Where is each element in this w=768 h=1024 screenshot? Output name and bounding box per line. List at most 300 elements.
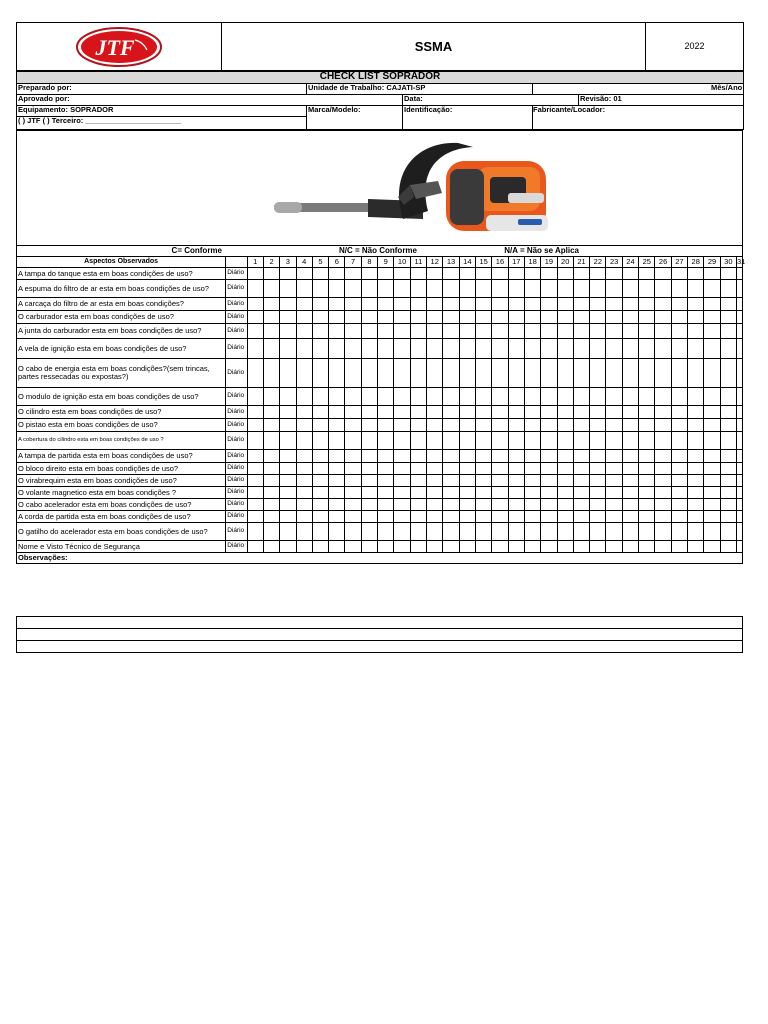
day-check-cell[interactable] [443, 311, 459, 324]
day-check-cell[interactable] [606, 280, 622, 298]
observation-line[interactable] [17, 641, 743, 653]
day-check-cell[interactable] [296, 280, 312, 298]
day-check-cell[interactable] [704, 324, 720, 339]
day-check-cell[interactable] [606, 268, 622, 280]
day-check-cell[interactable] [247, 311, 263, 324]
day-check-cell[interactable] [410, 298, 426, 311]
day-check-cell[interactable] [492, 406, 508, 419]
day-check-cell[interactable] [590, 406, 606, 419]
day-check-cell[interactable] [622, 432, 638, 450]
day-check-cell[interactable] [247, 475, 263, 487]
day-check-cell[interactable] [524, 450, 540, 463]
day-check-cell[interactable] [427, 268, 443, 280]
day-check-cell[interactable] [606, 450, 622, 463]
day-check-cell[interactable] [688, 388, 704, 406]
day-check-cell[interactable] [492, 475, 508, 487]
day-check-cell[interactable] [361, 487, 377, 499]
day-check-cell[interactable] [557, 463, 573, 475]
month-year-field[interactable]: Mês/Ano: [533, 84, 744, 95]
day-check-cell[interactable] [475, 268, 491, 280]
day-check-cell[interactable] [508, 339, 524, 359]
day-check-cell[interactable] [394, 324, 410, 339]
day-check-cell[interactable] [345, 268, 361, 280]
day-check-cell[interactable] [443, 499, 459, 511]
day-check-cell[interactable] [329, 388, 345, 406]
day-check-cell[interactable] [378, 339, 394, 359]
day-check-cell[interactable] [655, 499, 671, 511]
day-check-cell[interactable] [557, 511, 573, 523]
day-check-cell[interactable] [475, 280, 491, 298]
day-check-cell[interactable] [394, 419, 410, 432]
day-check-cell[interactable] [329, 499, 345, 511]
day-check-cell[interactable] [736, 475, 742, 487]
day-check-cell[interactable] [606, 475, 622, 487]
day-check-cell[interactable] [492, 280, 508, 298]
day-check-cell[interactable] [263, 499, 279, 511]
day-check-cell[interactable] [704, 541, 720, 553]
day-check-cell[interactable] [541, 432, 557, 450]
day-check-cell[interactable] [329, 419, 345, 432]
day-check-cell[interactable] [671, 463, 687, 475]
day-check-cell[interactable] [443, 280, 459, 298]
day-check-cell[interactable] [671, 388, 687, 406]
manufacturer-field[interactable]: Fabricante/Locador: [533, 106, 744, 130]
day-check-cell[interactable] [280, 450, 296, 463]
day-check-cell[interactable] [492, 298, 508, 311]
day-check-cell[interactable] [329, 324, 345, 339]
day-check-cell[interactable] [688, 339, 704, 359]
day-check-cell[interactable] [296, 450, 312, 463]
day-check-cell[interactable] [639, 541, 655, 553]
day-check-cell[interactable] [312, 298, 328, 311]
day-check-cell[interactable] [280, 406, 296, 419]
day-check-cell[interactable] [443, 268, 459, 280]
day-check-cell[interactable] [329, 359, 345, 388]
day-check-cell[interactable] [622, 359, 638, 388]
day-check-cell[interactable] [508, 475, 524, 487]
day-check-cell[interactable] [475, 311, 491, 324]
day-check-cell[interactable] [639, 475, 655, 487]
day-check-cell[interactable] [671, 541, 687, 553]
day-check-cell[interactable] [541, 406, 557, 419]
day-check-cell[interactable] [475, 463, 491, 475]
day-check-cell[interactable] [590, 487, 606, 499]
day-check-cell[interactable] [573, 432, 589, 450]
day-check-cell[interactable] [410, 324, 426, 339]
day-check-cell[interactable] [541, 359, 557, 388]
day-check-cell[interactable] [541, 298, 557, 311]
day-check-cell[interactable] [410, 475, 426, 487]
day-check-cell[interactable] [394, 339, 410, 359]
day-check-cell[interactable] [345, 463, 361, 475]
day-check-cell[interactable] [524, 406, 540, 419]
day-check-cell[interactable] [312, 388, 328, 406]
day-check-cell[interactable] [410, 499, 426, 511]
day-check-cell[interactable] [639, 388, 655, 406]
day-check-cell[interactable] [427, 432, 443, 450]
observation-line[interactable] [17, 617, 743, 629]
day-check-cell[interactable] [541, 388, 557, 406]
day-check-cell[interactable] [263, 280, 279, 298]
day-check-cell[interactable] [427, 311, 443, 324]
day-check-cell[interactable] [329, 450, 345, 463]
day-check-cell[interactable] [590, 499, 606, 511]
day-check-cell[interactable] [655, 463, 671, 475]
day-check-cell[interactable] [280, 487, 296, 499]
day-check-cell[interactable] [557, 359, 573, 388]
day-check-cell[interactable] [329, 406, 345, 419]
day-check-cell[interactable] [704, 475, 720, 487]
day-check-cell[interactable] [720, 499, 736, 511]
day-check-cell[interactable] [688, 324, 704, 339]
day-check-cell[interactable] [312, 450, 328, 463]
day-check-cell[interactable] [655, 388, 671, 406]
day-check-cell[interactable] [410, 432, 426, 450]
day-check-cell[interactable] [557, 499, 573, 511]
day-check-cell[interactable] [688, 541, 704, 553]
day-check-cell[interactable] [720, 463, 736, 475]
day-check-cell[interactable] [378, 268, 394, 280]
day-check-cell[interactable] [247, 523, 263, 541]
day-check-cell[interactable] [655, 268, 671, 280]
day-check-cell[interactable] [590, 432, 606, 450]
day-check-cell[interactable] [541, 450, 557, 463]
day-check-cell[interactable] [622, 499, 638, 511]
day-check-cell[interactable] [704, 450, 720, 463]
day-check-cell[interactable] [263, 324, 279, 339]
day-check-cell[interactable] [671, 419, 687, 432]
day-check-cell[interactable] [508, 487, 524, 499]
day-check-cell[interactable] [492, 324, 508, 339]
day-check-cell[interactable] [573, 487, 589, 499]
day-check-cell[interactable] [508, 388, 524, 406]
day-check-cell[interactable] [427, 487, 443, 499]
day-check-cell[interactable] [296, 499, 312, 511]
day-check-cell[interactable] [410, 523, 426, 541]
day-check-cell[interactable] [573, 359, 589, 388]
day-check-cell[interactable] [508, 268, 524, 280]
day-check-cell[interactable] [557, 268, 573, 280]
day-check-cell[interactable] [361, 268, 377, 280]
day-check-cell[interactable] [361, 432, 377, 450]
day-check-cell[interactable] [524, 388, 540, 406]
day-check-cell[interactable] [573, 406, 589, 419]
day-check-cell[interactable] [361, 324, 377, 339]
day-check-cell[interactable] [524, 541, 540, 553]
day-check-cell[interactable] [296, 487, 312, 499]
day-check-cell[interactable] [410, 388, 426, 406]
day-check-cell[interactable] [508, 280, 524, 298]
day-check-cell[interactable] [606, 311, 622, 324]
day-check-cell[interactable] [704, 487, 720, 499]
day-check-cell[interactable] [573, 463, 589, 475]
day-check-cell[interactable] [720, 311, 736, 324]
day-check-cell[interactable] [606, 499, 622, 511]
day-check-cell[interactable] [394, 450, 410, 463]
day-check-cell[interactable] [704, 298, 720, 311]
day-check-cell[interactable] [492, 419, 508, 432]
day-check-cell[interactable] [329, 339, 345, 359]
day-check-cell[interactable] [736, 324, 742, 339]
day-check-cell[interactable] [394, 541, 410, 553]
day-check-cell[interactable] [671, 339, 687, 359]
day-check-cell[interactable] [475, 359, 491, 388]
day-check-cell[interactable] [541, 541, 557, 553]
day-check-cell[interactable] [492, 388, 508, 406]
day-check-cell[interactable] [573, 523, 589, 541]
day-check-cell[interactable] [720, 487, 736, 499]
day-check-cell[interactable] [655, 541, 671, 553]
day-check-cell[interactable] [459, 388, 475, 406]
day-check-cell[interactable] [345, 419, 361, 432]
day-check-cell[interactable] [508, 541, 524, 553]
day-check-cell[interactable] [688, 280, 704, 298]
day-check-cell[interactable] [639, 419, 655, 432]
day-check-cell[interactable] [736, 359, 742, 388]
day-check-cell[interactable] [280, 324, 296, 339]
day-check-cell[interactable] [263, 388, 279, 406]
day-check-cell[interactable] [622, 487, 638, 499]
day-check-cell[interactable] [427, 339, 443, 359]
day-check-cell[interactable] [655, 280, 671, 298]
day-check-cell[interactable] [345, 298, 361, 311]
day-check-cell[interactable] [736, 388, 742, 406]
day-check-cell[interactable] [312, 280, 328, 298]
day-check-cell[interactable] [671, 280, 687, 298]
day-check-cell[interactable] [704, 388, 720, 406]
day-check-cell[interactable] [606, 419, 622, 432]
day-check-cell[interactable] [720, 450, 736, 463]
day-check-cell[interactable] [459, 487, 475, 499]
day-check-cell[interactable] [524, 311, 540, 324]
day-check-cell[interactable] [655, 298, 671, 311]
day-check-cell[interactable] [443, 359, 459, 388]
day-check-cell[interactable] [557, 432, 573, 450]
day-check-cell[interactable] [459, 339, 475, 359]
day-check-cell[interactable] [704, 499, 720, 511]
day-check-cell[interactable] [688, 487, 704, 499]
day-check-cell[interactable] [606, 511, 622, 523]
day-check-cell[interactable] [736, 268, 742, 280]
day-check-cell[interactable] [655, 359, 671, 388]
day-check-cell[interactable] [280, 523, 296, 541]
day-check-cell[interactable] [639, 280, 655, 298]
day-check-cell[interactable] [280, 311, 296, 324]
day-check-cell[interactable] [573, 475, 589, 487]
day-check-cell[interactable] [704, 463, 720, 475]
day-check-cell[interactable] [345, 339, 361, 359]
day-check-cell[interactable] [394, 311, 410, 324]
day-check-cell[interactable] [394, 268, 410, 280]
day-check-cell[interactable] [427, 450, 443, 463]
day-check-cell[interactable] [427, 280, 443, 298]
day-check-cell[interactable] [459, 463, 475, 475]
day-check-cell[interactable] [606, 388, 622, 406]
work-unit-field[interactable]: Unidade de Trabalho: CAJATI-SP [307, 84, 533, 95]
day-check-cell[interactable] [280, 419, 296, 432]
day-check-cell[interactable] [345, 359, 361, 388]
day-check-cell[interactable] [688, 511, 704, 523]
day-check-cell[interactable] [622, 523, 638, 541]
day-check-cell[interactable] [280, 475, 296, 487]
day-check-cell[interactable] [280, 388, 296, 406]
day-check-cell[interactable] [443, 419, 459, 432]
day-check-cell[interactable] [247, 450, 263, 463]
day-check-cell[interactable] [312, 487, 328, 499]
day-check-cell[interactable] [720, 511, 736, 523]
day-check-cell[interactable] [296, 541, 312, 553]
day-check-cell[interactable] [394, 406, 410, 419]
day-check-cell[interactable] [736, 339, 742, 359]
day-check-cell[interactable] [688, 475, 704, 487]
day-check-cell[interactable] [606, 406, 622, 419]
day-check-cell[interactable] [524, 268, 540, 280]
day-check-cell[interactable] [606, 523, 622, 541]
day-check-cell[interactable] [736, 432, 742, 450]
day-check-cell[interactable] [410, 359, 426, 388]
day-check-cell[interactable] [378, 406, 394, 419]
day-check-cell[interactable] [736, 523, 742, 541]
day-check-cell[interactable] [671, 475, 687, 487]
day-check-cell[interactable] [557, 541, 573, 553]
day-check-cell[interactable] [361, 475, 377, 487]
day-check-cell[interactable] [524, 511, 540, 523]
day-check-cell[interactable] [492, 541, 508, 553]
day-check-cell[interactable] [475, 499, 491, 511]
day-check-cell[interactable] [475, 298, 491, 311]
day-check-cell[interactable] [557, 475, 573, 487]
day-check-cell[interactable] [427, 541, 443, 553]
day-check-cell[interactable] [590, 311, 606, 324]
day-check-cell[interactable] [247, 463, 263, 475]
day-check-cell[interactable] [296, 311, 312, 324]
day-check-cell[interactable] [263, 511, 279, 523]
day-check-cell[interactable] [296, 432, 312, 450]
day-check-cell[interactable] [410, 280, 426, 298]
day-check-cell[interactable] [655, 487, 671, 499]
day-check-cell[interactable] [557, 406, 573, 419]
day-check-cell[interactable] [622, 339, 638, 359]
day-check-cell[interactable] [345, 499, 361, 511]
day-check-cell[interactable] [622, 311, 638, 324]
day-check-cell[interactable] [247, 541, 263, 553]
day-check-cell[interactable] [573, 499, 589, 511]
day-check-cell[interactable] [394, 463, 410, 475]
day-check-cell[interactable] [655, 339, 671, 359]
day-check-cell[interactable] [329, 541, 345, 553]
day-check-cell[interactable] [736, 450, 742, 463]
day-check-cell[interactable] [378, 499, 394, 511]
day-check-cell[interactable] [459, 511, 475, 523]
day-check-cell[interactable] [688, 268, 704, 280]
day-check-cell[interactable] [263, 311, 279, 324]
day-check-cell[interactable] [655, 311, 671, 324]
day-check-cell[interactable] [736, 499, 742, 511]
day-check-cell[interactable] [427, 359, 443, 388]
day-check-cell[interactable] [410, 463, 426, 475]
day-check-cell[interactable] [296, 339, 312, 359]
day-check-cell[interactable] [704, 432, 720, 450]
day-check-cell[interactable] [720, 359, 736, 388]
day-check-cell[interactable] [639, 450, 655, 463]
day-check-cell[interactable] [622, 475, 638, 487]
day-check-cell[interactable] [475, 511, 491, 523]
day-check-cell[interactable] [492, 450, 508, 463]
day-check-cell[interactable] [508, 511, 524, 523]
day-check-cell[interactable] [573, 339, 589, 359]
day-check-cell[interactable] [720, 523, 736, 541]
day-check-cell[interactable] [361, 339, 377, 359]
day-check-cell[interactable] [655, 432, 671, 450]
day-check-cell[interactable] [263, 487, 279, 499]
day-check-cell[interactable] [557, 487, 573, 499]
day-check-cell[interactable] [492, 268, 508, 280]
day-check-cell[interactable] [345, 432, 361, 450]
day-check-cell[interactable] [312, 432, 328, 450]
day-check-cell[interactable] [443, 511, 459, 523]
day-check-cell[interactable] [280, 339, 296, 359]
day-check-cell[interactable] [655, 419, 671, 432]
day-check-cell[interactable] [557, 324, 573, 339]
day-check-cell[interactable] [541, 499, 557, 511]
day-check-cell[interactable] [312, 268, 328, 280]
day-check-cell[interactable] [492, 339, 508, 359]
day-check-cell[interactable] [378, 388, 394, 406]
day-check-cell[interactable] [736, 419, 742, 432]
day-check-cell[interactable] [361, 499, 377, 511]
day-check-cell[interactable] [655, 450, 671, 463]
day-check-cell[interactable] [590, 419, 606, 432]
day-check-cell[interactable] [720, 475, 736, 487]
day-check-cell[interactable] [492, 359, 508, 388]
day-check-cell[interactable] [459, 523, 475, 541]
day-check-cell[interactable] [459, 280, 475, 298]
day-check-cell[interactable] [312, 499, 328, 511]
day-check-cell[interactable] [312, 324, 328, 339]
day-check-cell[interactable] [541, 324, 557, 339]
day-check-cell[interactable] [671, 311, 687, 324]
day-check-cell[interactable] [378, 523, 394, 541]
day-check-cell[interactable] [378, 311, 394, 324]
day-check-cell[interactable] [541, 339, 557, 359]
day-check-cell[interactable] [573, 280, 589, 298]
day-check-cell[interactable] [639, 359, 655, 388]
day-check-cell[interactable] [671, 432, 687, 450]
day-check-cell[interactable] [263, 339, 279, 359]
day-check-cell[interactable] [247, 511, 263, 523]
day-check-cell[interactable] [475, 541, 491, 553]
day-check-cell[interactable] [639, 463, 655, 475]
day-check-cell[interactable] [590, 268, 606, 280]
day-check-cell[interactable] [508, 324, 524, 339]
day-check-cell[interactable] [720, 388, 736, 406]
day-check-cell[interactable] [573, 419, 589, 432]
day-check-cell[interactable] [378, 541, 394, 553]
day-check-cell[interactable] [475, 475, 491, 487]
day-check-cell[interactable] [312, 359, 328, 388]
day-check-cell[interactable] [378, 419, 394, 432]
day-check-cell[interactable] [590, 541, 606, 553]
day-check-cell[interactable] [263, 432, 279, 450]
day-check-cell[interactable] [704, 280, 720, 298]
day-check-cell[interactable] [688, 419, 704, 432]
day-check-cell[interactable] [704, 359, 720, 388]
day-check-cell[interactable] [688, 311, 704, 324]
day-check-cell[interactable] [263, 406, 279, 419]
day-check-cell[interactable] [378, 298, 394, 311]
day-check-cell[interactable] [296, 268, 312, 280]
day-check-cell[interactable] [443, 475, 459, 487]
